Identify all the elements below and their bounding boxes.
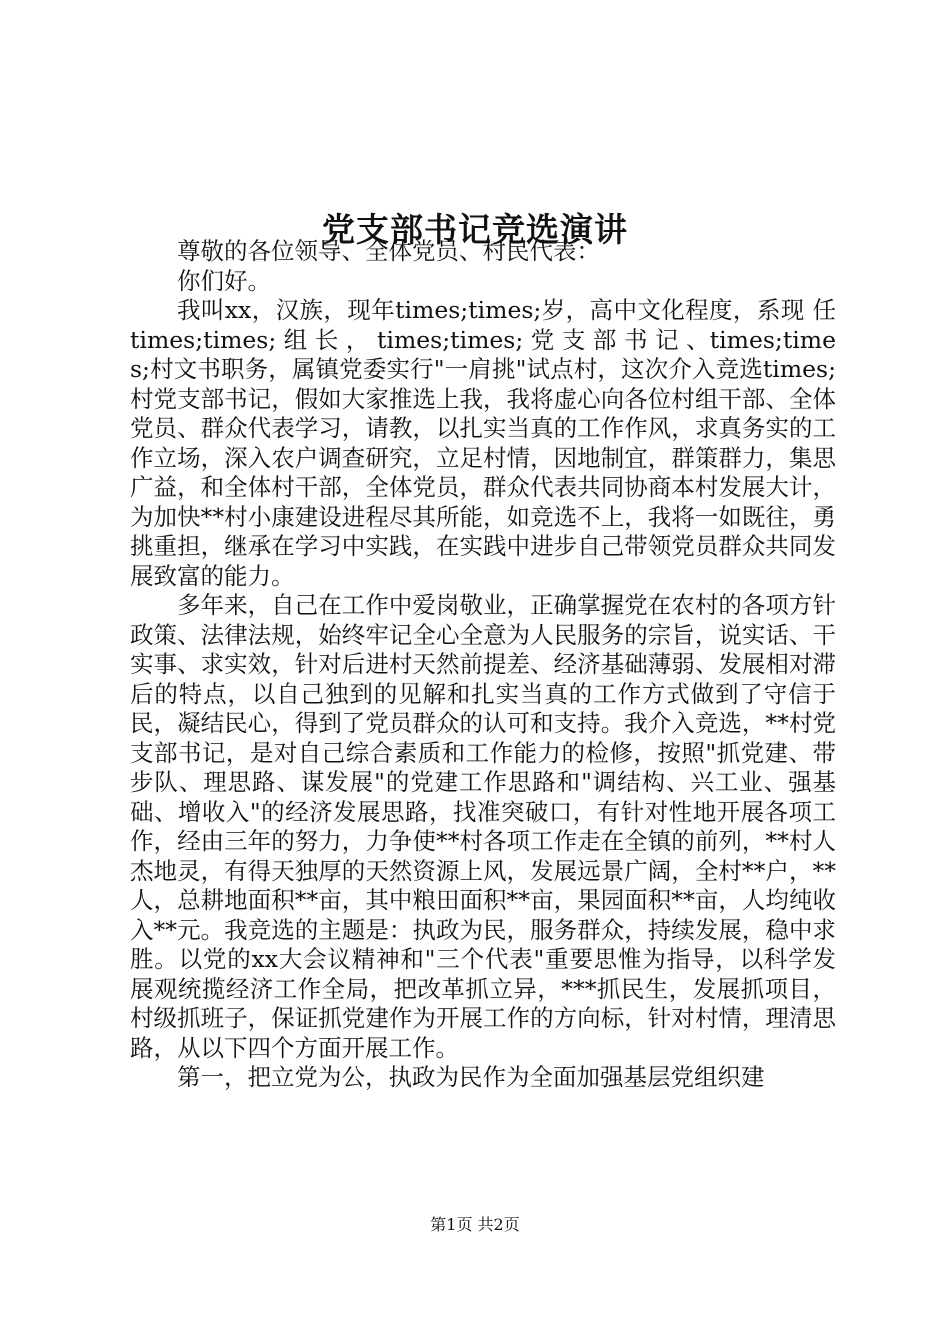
salutation-paragraph: 尊敬的各位领导、全体党员、村民代表： (177, 237, 600, 265)
first-point-paragraph: 第一，把立党为公，执政为民作为全面加强基层党组织建 (177, 1063, 765, 1091)
page-footer: 第1页 共2页 (430, 1215, 520, 1234)
greeting-paragraph: 你们好。 (177, 266, 271, 295)
introduction-paragraph: 我叫xx，汉族，现年times;times;岁，高中文化程度，系现 任 times;times; 组 长 ， times;times; 党 支 部 书 记 、times;times;村文书职务，属镇党委实行"一肩挑"试点村，这次介入竞选times;村党支部书记，假如大家推选上我，我将虚心向各位村组干部、全体党员、群众代表学习，请教，以扎实当真的工作作风，求真务实的工作立场，深入农户调查研究，立足村情，因地制宜，群策群力，集思广益，和全体村干部，全体党员，群众代表共同协商本村发展大计，为加快**村小康建设进程尽其所能，如竞选不上，我将一如既往，勇挑重担，继承在学习中实践，在实践中进步自己带领党员群众共同发展致富的能力。 (130, 296, 836, 590)
experience-paragraph: 多年来，自己在工作中爱岗敬业，正确掌握党在农村的各项方针政策、法律法规，始终牢记全心全意为人民服务的宗旨，说实话、干实事、求实效，针对后进村天然前提差、经济基础薄弱、发展相对滞后的特点，以自己独到的见解和扎实当真的工作方式做到了守信于民，凝结民心，得到了党员群众的认可和支持。我介入竞选，**村党支部书记，是对自己综合素质和工作能力的检修，按照"抓党建、带步队、理思路、谋发展"的党建工作思路和"调结构、兴工业、强基础、增收入"的经济发展思路，找准突破口，有针对性地开展各项工作，经由三年的努力，力争使**村各项工作走在全镇的前列，**村人杰地灵，有得天独厚的天然资源上风，发展远景广阔，全村**户，**人，总耕地面积**亩，其中粮田面积**亩，果园面积**亩，人均纯收入**元。我竞选的主题是：执政为民，服务群众，持续发展，稳中求胜。以党的xx大会议精神和"三个代表"重要思惟为指导，以科学发展观统揽经济工作全局，把改革抓立异，***抓民生，发展抓项目，村级抓班子，保证抓党建作为开展工作的方向标，针对村情，理清思路，从以下四个方面开展工作。 (130, 591, 836, 1062)
document-body (130, 237, 836, 1093)
page-title: 党支部书记竞选演讲 (322, 210, 628, 250)
